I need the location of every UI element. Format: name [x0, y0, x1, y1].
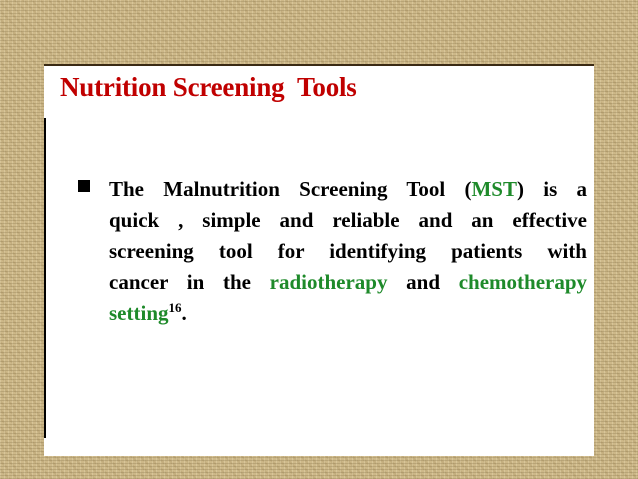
paragraph-line-5: [109, 298, 587, 329]
chemotherapy-term: chemotherapy: [458, 270, 588, 294]
bullet-paragraph: [109, 174, 587, 329]
text-segment: cancer in the: [109, 270, 270, 294]
text-segment: The Malnutrition Screening Tool (: [109, 177, 472, 201]
mst-abbreviation: MST: [471, 177, 517, 201]
reference-superscript: 16: [168, 300, 182, 315]
setting-term: setting: [109, 301, 169, 325]
radiotherapy-term: radiotherapy: [269, 270, 388, 294]
text-segment: and: [387, 270, 459, 294]
text-segment: .: [181, 301, 187, 325]
paragraph-line-1: [109, 174, 587, 205]
left-vertical-rule: [44, 118, 46, 438]
square-bullet-icon: [78, 180, 90, 192]
paragraph-line-2: quick , simple and reliable and an effective: [109, 208, 587, 232]
panel-top-border: [44, 64, 594, 66]
paragraph-line-4: [109, 267, 587, 298]
slide-title: Nutrition Screening Tools: [60, 72, 357, 102]
paragraph-line-3: screening tool for identifying patients with: [109, 239, 587, 263]
text-segment: ) is a: [517, 177, 587, 201]
